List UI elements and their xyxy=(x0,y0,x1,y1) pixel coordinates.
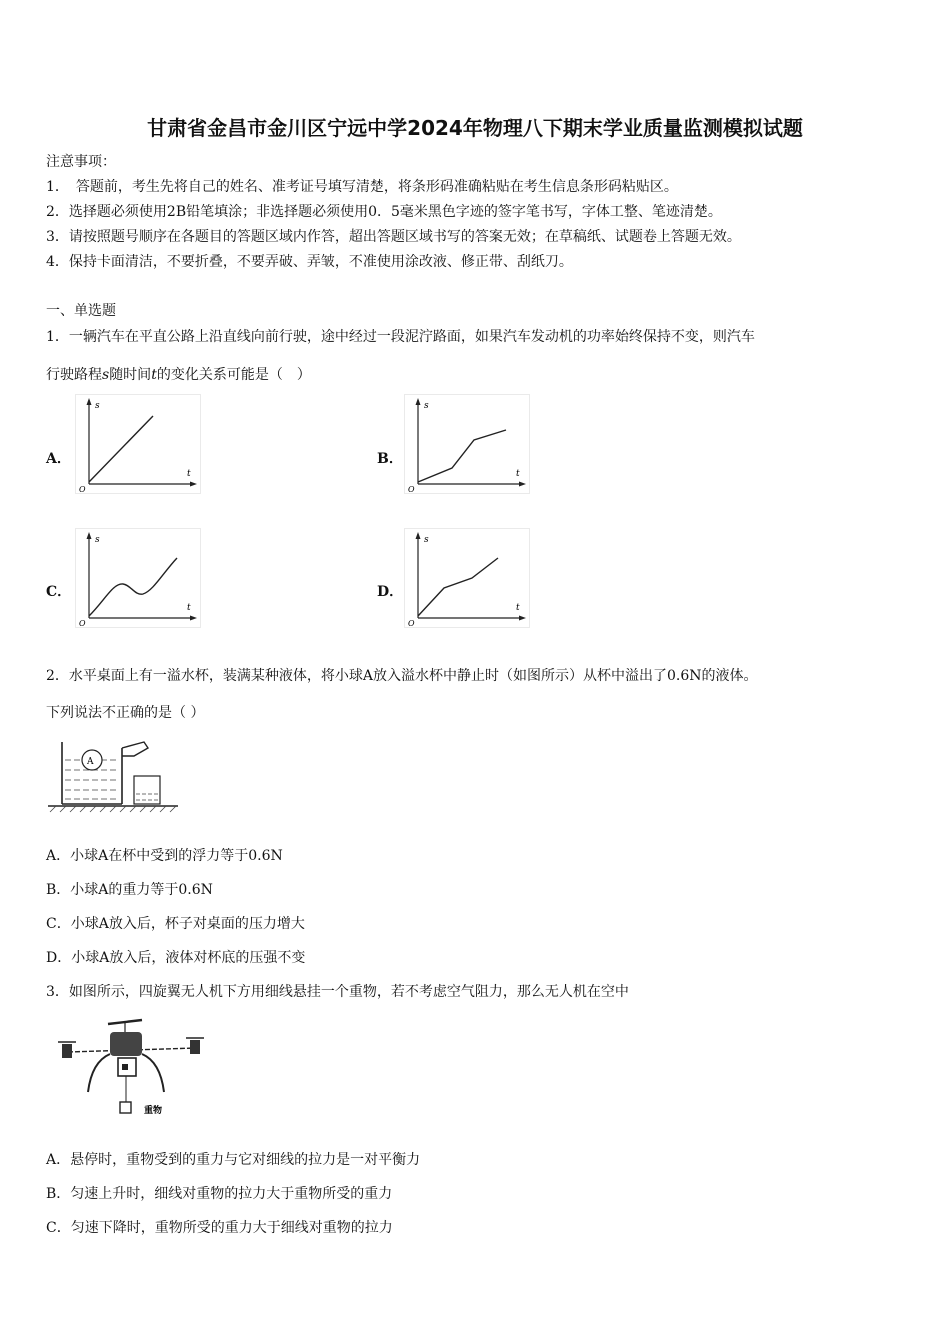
drone-body xyxy=(110,1032,142,1056)
x-axis-arrow xyxy=(519,616,526,621)
q3-option-a[interactable]: A．悬停时，重物受到的重力与它对细线的拉力是一对平衡力 xyxy=(46,1152,421,1168)
curve-d xyxy=(418,558,498,616)
q2-option-a[interactable]: A．小球A在杯中受到的浮力等于0.6N xyxy=(46,848,283,864)
notice-item-1: 1． 答题前，考生先将自己的姓名、准考证号填写清楚，将条形码准确粘贴在考生信息条形码粘贴区。 xyxy=(46,179,678,195)
q1-option-b-label[interactable]: B． xyxy=(377,451,403,467)
q2-option-d[interactable]: D．小球A放入后，液体对杯底的压强不变 xyxy=(46,950,306,966)
y-axis-arrow xyxy=(87,398,92,405)
exam-title: 甘肃省金昌市金川区宁远中学2024年物理八下期末学业质量监测模拟试题 xyxy=(147,116,803,140)
q2-option-c[interactable]: C．小球A放入后，杯子对桌面的压力增大 xyxy=(46,916,305,932)
q1-var-s: s xyxy=(102,367,110,383)
x-axis-arrow xyxy=(519,482,526,487)
notice-item-2: 2．选择题必须使用2B铅笔填涂；非选择题必须使用0．5毫米黑色字迹的签字笔书写，字体工整、笔迹清楚。 xyxy=(46,204,722,220)
q3-option-c[interactable]: C．匀速下降时，重物所受的重力大于细线对重物的拉力 xyxy=(46,1220,393,1236)
origin-label: O xyxy=(408,485,415,494)
q1-graph-b[interactable] xyxy=(404,394,530,494)
drone-left-motor xyxy=(62,1044,72,1058)
hanging-weight xyxy=(120,1102,131,1113)
q1-stem-line1: 1．一辆汽车在平直公路上沿直线向前行驶，途中经过一段泥泞路面，如果汽车发动机的功率始终保持不变，则汽车 xyxy=(46,329,755,345)
notice-item-3: 3．请按照题号顺序在各题目的答题区域内作答，超出答题区域书写的答案无效；在草稿纸、试题卷上答题无效。 xyxy=(46,229,741,245)
origin-label: O xyxy=(408,619,415,628)
axis-label-t: t xyxy=(187,469,191,479)
ball-a-label: A xyxy=(87,757,94,767)
axis-label-s: s xyxy=(95,535,100,545)
q1-graph-c[interactable] xyxy=(75,528,201,628)
weight-label: 重物 xyxy=(144,1106,163,1116)
q1-graph-a[interactable] xyxy=(75,394,201,494)
q3-drone-figure xyxy=(56,1018,216,1118)
section-heading: 一、单选题 xyxy=(46,303,116,319)
x-axis-arrow xyxy=(190,482,197,487)
curve-a xyxy=(89,416,153,482)
cup-spout xyxy=(122,742,148,756)
q1-option-c-label[interactable]: C． xyxy=(46,584,72,600)
origin-label: O xyxy=(79,485,86,494)
q1-stem-text-c: 的变化关系可能是（ ） xyxy=(156,367,311,383)
drone-left-leg xyxy=(88,1054,110,1092)
axis-label-s: s xyxy=(424,535,429,545)
x-axis-arrow xyxy=(190,616,197,621)
drone-camera-lens xyxy=(122,1064,128,1070)
q3-option-b[interactable]: B．匀速上升时，细线对重物的拉力大于重物所受的重力 xyxy=(46,1186,393,1202)
notice-heading: 注意事项： xyxy=(46,154,116,170)
curve-c xyxy=(89,558,177,616)
y-axis-arrow xyxy=(416,398,421,405)
origin-label: O xyxy=(79,619,86,628)
q2-overflow-cup-figure xyxy=(44,734,184,814)
drone-right-leg xyxy=(142,1054,164,1092)
y-axis-arrow xyxy=(416,532,421,539)
q2-stem-line1: 2．水平桌面上有一溢水杯，装满某种液体，将小球A放入溢水杯中静止时（如图所示）从杯中溢出了0.6N的液体。 xyxy=(46,668,758,684)
axis-label-t: t xyxy=(516,603,520,613)
q1-graph-d[interactable] xyxy=(404,528,530,628)
axis-label-s: s xyxy=(95,401,100,411)
drone-right-motor xyxy=(190,1040,200,1054)
q1-stem-text-b: 随时间 xyxy=(109,367,152,383)
beaker-liquid xyxy=(136,794,158,800)
q2-option-b[interactable]: B．小球A的重力等于0.6N xyxy=(46,882,213,898)
q1-stem-line2 xyxy=(46,366,311,384)
q1-option-a-label[interactable]: A． xyxy=(46,451,71,467)
curve-b xyxy=(418,430,506,482)
q1-var-t: t xyxy=(151,367,157,383)
q1-option-d-label[interactable]: D． xyxy=(377,584,404,600)
axis-label-t: t xyxy=(187,603,191,613)
notice-item-4: 4．保持卡面清洁，不要折叠，不要弄破、弄皱，不准使用涂改液、修正带、刮纸刀。 xyxy=(46,254,573,270)
q3-stem: 3．如图所示，四旋翼无人机下方用细线悬挂一个重物，若不考虑空气阻力，那么无人机在空中 xyxy=(46,984,629,1000)
q1-stem-text-a: 行驶路程 xyxy=(46,367,102,383)
y-axis-arrow xyxy=(87,532,92,539)
table-hatching xyxy=(50,806,176,812)
q2-stem-line2: 下列说法不正确的是（ ） xyxy=(46,705,205,721)
axis-label-s: s xyxy=(424,401,429,411)
axis-label-t: t xyxy=(516,469,520,479)
